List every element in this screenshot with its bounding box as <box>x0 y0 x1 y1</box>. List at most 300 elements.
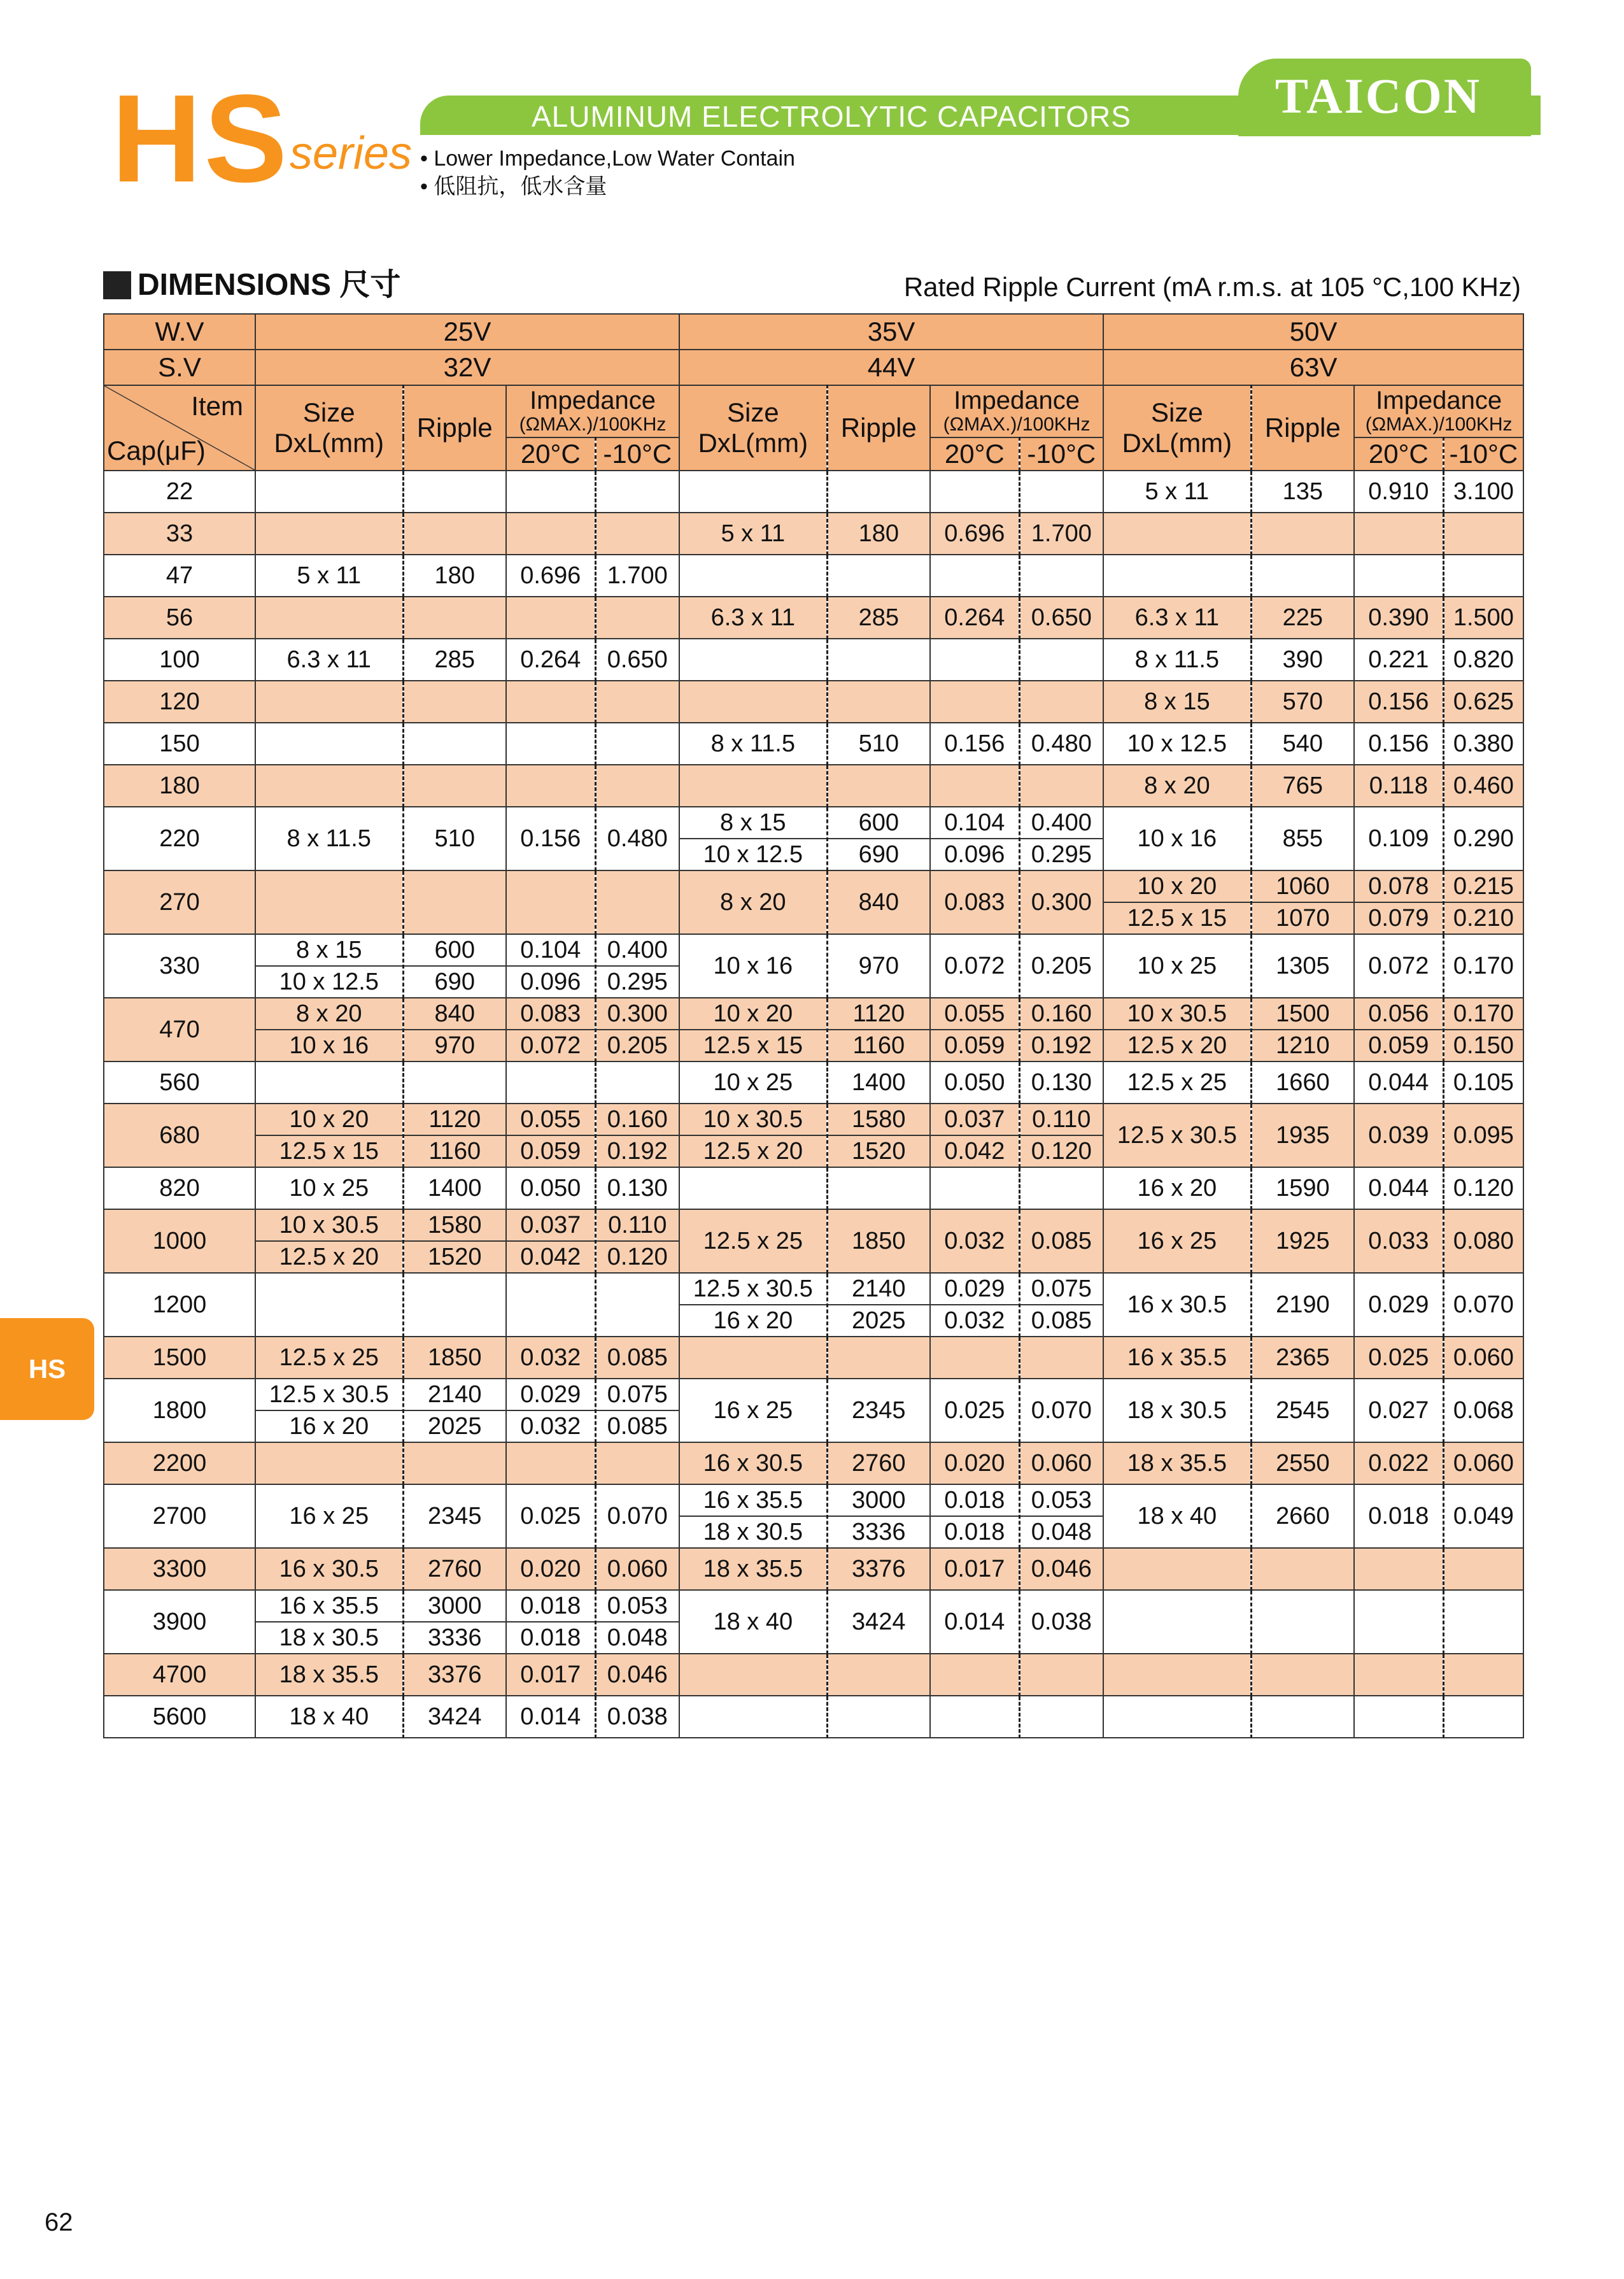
cap-value: 4700 <box>104 1654 255 1696</box>
ripple-cell <box>827 1654 930 1696</box>
size-cell <box>679 639 827 681</box>
size-cell: 18 x 35.5 <box>255 1654 403 1696</box>
zm10-value: 0.075 <box>607 1381 668 1408</box>
ripple-cell <box>827 1167 930 1209</box>
z20-value: 0.059 <box>507 1135 595 1167</box>
temp-m10-50: -10°C <box>1443 437 1523 471</box>
ripple-cell: 570 <box>1251 681 1354 723</box>
ripple-value: 1580 <box>427 1212 482 1239</box>
ripple-cell <box>403 723 506 765</box>
size-value: 8 x 15 <box>295 937 362 963</box>
ripple-cell <box>403 1209 506 1273</box>
size-cell <box>679 765 827 807</box>
size-cell <box>255 998 403 1061</box>
size-cell <box>1103 1696 1251 1738</box>
zm10-cell: 3.100 <box>1443 471 1523 513</box>
zm10-cell: 0.068 <box>1443 1379 1523 1442</box>
size-value: 16 x 35.5 <box>279 1593 379 1619</box>
ripple-value: 3000 <box>427 1593 482 1619</box>
ripple-cell <box>403 870 506 934</box>
z20-cell <box>930 1484 1019 1548</box>
z20-cell <box>506 723 595 765</box>
zm10-cell <box>1019 1167 1103 1209</box>
ripple-cell: 180 <box>403 555 506 597</box>
z20-cell: 0.033 <box>1354 1209 1443 1273</box>
z20-cell <box>506 681 595 723</box>
size-cell: 12.5 x 25 <box>679 1209 827 1273</box>
z20-cell <box>506 1273 595 1337</box>
ripple-cell: 1925 <box>1251 1209 1354 1273</box>
table-row <box>104 870 1523 934</box>
table-row <box>104 1061 1523 1104</box>
ripple-cell <box>1251 555 1354 597</box>
table-row <box>104 513 1523 555</box>
z20-cell <box>506 765 595 807</box>
ripple-header-35: Ripple <box>827 385 930 471</box>
z20-cell <box>506 597 595 639</box>
sv-63: 63V <box>1103 350 1523 385</box>
size-cell: 8 x 20 <box>1103 765 1251 807</box>
z20-cell: 0.022 <box>1354 1442 1443 1484</box>
size-cell: 5 x 11 <box>1103 471 1251 513</box>
zm10-value: 0.192 <box>1020 1029 1103 1061</box>
ripple-cell <box>827 1484 930 1548</box>
ripple-header-25: Ripple <box>403 385 506 471</box>
sv-label: S.V <box>104 350 255 385</box>
z20-cell <box>930 1104 1019 1167</box>
zm10-cell <box>1019 1654 1103 1696</box>
cap-value: 330 <box>104 934 255 998</box>
ripple-cell <box>403 597 506 639</box>
zm10-cell <box>1019 555 1103 597</box>
cap-value: 1000 <box>104 1209 255 1273</box>
size-value: 16 x 20 <box>680 1304 826 1336</box>
z20-cell: 0.029 <box>1354 1273 1443 1337</box>
size-value: 16 x 20 <box>256 1410 402 1442</box>
section-title-text: DIMENSIONS 尺寸 <box>138 268 401 302</box>
zm10-cell <box>595 1061 679 1104</box>
table-row <box>104 1442 1523 1484</box>
z20-cell <box>1354 1590 1443 1654</box>
size-cell: 16 x 35.5 <box>1103 1337 1251 1379</box>
ripple-cell <box>1251 1696 1354 1738</box>
zm10-cell: 0.130 <box>595 1167 679 1209</box>
cap-value: 3900 <box>104 1590 255 1654</box>
size-cell <box>255 765 403 807</box>
ripple-cell <box>403 765 506 807</box>
cap-value: 1200 <box>104 1273 255 1337</box>
size-cell <box>1103 998 1251 1061</box>
table-row <box>104 597 1523 639</box>
ripple-value: 1210 <box>1252 1029 1354 1061</box>
zm10-cell <box>1443 1590 1523 1654</box>
ripple-value: 1120 <box>852 1000 905 1027</box>
zm10-value: 0.400 <box>607 937 668 963</box>
zm10-cell <box>1443 1696 1523 1738</box>
z20-cell: 0.264 <box>506 639 595 681</box>
zm10-cell: 0.085 <box>1019 1209 1103 1273</box>
size-cell: 10 x 12.5 <box>1103 723 1251 765</box>
ripple-cell <box>1251 870 1354 934</box>
z20-value: 0.079 <box>1355 902 1443 934</box>
ripple-cell <box>1251 1548 1354 1590</box>
size-value: 12.5 x 20 <box>680 1135 826 1167</box>
size-cell <box>679 681 827 723</box>
wv-50: 50V <box>1103 314 1523 350</box>
table-row <box>104 1337 1523 1379</box>
zm10-cell: 1.700 <box>595 555 679 597</box>
size-value: 10 x 30.5 <box>1127 1000 1227 1027</box>
z20-cell: 0.083 <box>930 870 1019 934</box>
z20-cell <box>930 765 1019 807</box>
z20-cell: 0.017 <box>506 1654 595 1696</box>
ripple-cell <box>827 471 930 513</box>
size-cell: 16 x 25 <box>1103 1209 1251 1273</box>
z20-cell <box>1354 1696 1443 1738</box>
size-cell <box>679 1484 827 1548</box>
table-row <box>104 681 1523 723</box>
ripple-cell <box>1251 1590 1354 1654</box>
cap-value: 270 <box>104 870 255 934</box>
z20-cell: 0.118 <box>1354 765 1443 807</box>
z20-value: 0.029 <box>520 1381 581 1408</box>
ripple-value: 2140 <box>852 1275 906 1302</box>
size-cell <box>255 723 403 765</box>
z20-cell: 0.050 <box>506 1167 595 1209</box>
size-label: Size <box>302 397 355 427</box>
z20-cell: 0.156 <box>506 807 595 870</box>
ripple-value: 2140 <box>427 1381 482 1408</box>
z20-cell: 0.025 <box>930 1379 1019 1442</box>
z20-cell <box>506 1379 595 1442</box>
zm10-cell: 0.820 <box>1443 639 1523 681</box>
size-cell <box>1103 513 1251 555</box>
z20-cell <box>930 1167 1019 1209</box>
zm10-cell <box>1019 998 1103 1061</box>
size-cell <box>1103 555 1251 597</box>
z20-cell: 0.072 <box>1354 934 1443 998</box>
ripple-cell: 135 <box>1251 471 1354 513</box>
zm10-cell: 0.046 <box>595 1654 679 1696</box>
z20-cell <box>506 513 595 555</box>
zm10-cell: 0.625 <box>1443 681 1523 723</box>
ripple-value: 1160 <box>828 1029 930 1061</box>
zm10-value: 0.295 <box>1020 838 1103 870</box>
z20-cell: 0.025 <box>506 1484 595 1548</box>
size-value: 16 x 35.5 <box>703 1487 803 1514</box>
z20-value: 0.018 <box>931 1516 1019 1547</box>
ripple-cell <box>403 1104 506 1167</box>
cap-value: 56 <box>104 597 255 639</box>
ripple-cell: 510 <box>403 807 506 870</box>
size-cell: 16 x 30.5 <box>255 1548 403 1590</box>
z20-value: 0.104 <box>520 937 581 963</box>
size-cell: 18 x 30.5 <box>1103 1379 1251 1442</box>
size-cell: 8 x 20 <box>679 870 827 934</box>
ripple-cell <box>403 1379 506 1442</box>
side-tab-hs: HS <box>0 1318 94 1420</box>
zm10-value: 0.215 <box>1453 873 1514 900</box>
cap-value: 180 <box>104 765 255 807</box>
ripple-cell: 180 <box>827 513 930 555</box>
ripple-cell: 225 <box>1251 597 1354 639</box>
wv-label: W.V <box>104 314 255 350</box>
size-header-50 <box>1103 385 1251 471</box>
size-cell <box>679 1654 827 1696</box>
zm10-cell: 0.060 <box>1019 1442 1103 1484</box>
table-row <box>104 934 1523 998</box>
cap-value: 820 <box>104 1167 255 1209</box>
ripple-cell <box>827 555 930 597</box>
ripple-note: Rated Ripple Current (mA r.m.s. at 105 °C,100 KHz) <box>903 272 1521 302</box>
zm10-cell <box>1019 639 1103 681</box>
cap-value: 560 <box>104 1061 255 1104</box>
zm10-cell <box>1019 1273 1103 1337</box>
sv-32: 32V <box>255 350 679 385</box>
table-row <box>104 807 1523 870</box>
size-cell: 5 x 11 <box>679 513 827 555</box>
z20-cell: 0.696 <box>506 555 595 597</box>
ripple-cell: 2365 <box>1251 1337 1354 1379</box>
temp-m10-25: -10°C <box>595 437 679 471</box>
cap-value: 1500 <box>104 1337 255 1379</box>
size-value: 8 x 15 <box>720 809 786 836</box>
size-cell <box>255 1379 403 1442</box>
z20-value: 0.096 <box>931 838 1019 870</box>
size-cell: 16 x 25 <box>255 1484 403 1548</box>
z20-cell <box>506 870 595 934</box>
z20-cell: 0.696 <box>930 513 1019 555</box>
size-cell: 6.3 x 11 <box>255 639 403 681</box>
size-cell: 16 x 30.5 <box>679 1442 827 1484</box>
zm10-value: 0.120 <box>597 1240 679 1272</box>
ripple-cell: 2190 <box>1251 1273 1354 1337</box>
cap-value: 22 <box>104 471 255 513</box>
table-row <box>104 998 1523 1061</box>
size-cell: 8 x 11.5 <box>255 807 403 870</box>
size-value: 12.5 x 15 <box>1104 902 1250 934</box>
ripple-value: 1500 <box>1276 1000 1330 1027</box>
zm10-cell <box>595 597 679 639</box>
size-cell: 6.3 x 11 <box>1103 597 1251 639</box>
impedance-header-35 <box>930 385 1103 437</box>
zm10-cell <box>595 723 679 765</box>
z20-cell <box>1354 555 1443 597</box>
size-cell: 18 x 40 <box>679 1590 827 1654</box>
size-cell: 18 x 35.5 <box>679 1548 827 1590</box>
size-cell: 10 x 16 <box>1103 807 1251 870</box>
size-value: 18 x 30.5 <box>680 1516 826 1547</box>
z20-value: 0.096 <box>507 965 595 997</box>
z20-value: 0.032 <box>507 1410 595 1442</box>
table-row <box>104 1209 1523 1273</box>
ripple-value: 1060 <box>1276 873 1330 900</box>
zm10-cell: 0.460 <box>1443 765 1523 807</box>
zm10-cell: 0.046 <box>1019 1548 1103 1590</box>
z20-cell <box>1354 870 1443 934</box>
zm10-value: 0.192 <box>597 1135 679 1167</box>
ripple-value: 690 <box>404 965 506 997</box>
feature-line-2: • 低阻抗，低水含量 <box>420 174 607 199</box>
zm10-cell <box>595 765 679 807</box>
zm10-value: 0.400 <box>1031 809 1092 836</box>
z20-value: 0.042 <box>931 1135 1019 1167</box>
table-row <box>104 1548 1523 1590</box>
ripple-cell: 3424 <box>403 1696 506 1738</box>
z20-cell <box>930 555 1019 597</box>
size-cell <box>679 471 827 513</box>
zm10-cell: 0.085 <box>595 1337 679 1379</box>
table-row <box>104 765 1523 807</box>
ripple-cell: 1850 <box>403 1337 506 1379</box>
ripple-value: 1520 <box>828 1135 930 1167</box>
ripple-cell <box>827 1696 930 1738</box>
z20-value: 0.055 <box>520 1106 581 1133</box>
zm10-cell <box>1443 555 1523 597</box>
z20-cell: 0.020 <box>506 1548 595 1590</box>
zm10-cell: 0.105 <box>1443 1061 1523 1104</box>
table-row <box>104 1696 1523 1738</box>
zm10-value: 0.053 <box>607 1593 668 1619</box>
cap-value: 2200 <box>104 1442 255 1484</box>
ripple-cell <box>403 1273 506 1337</box>
z20-value: 0.032 <box>931 1304 1019 1336</box>
z20-cell <box>930 681 1019 723</box>
zm10-cell <box>595 513 679 555</box>
cap-value: 470 <box>104 998 255 1061</box>
ripple-cell <box>827 1104 930 1167</box>
size-header-25 <box>255 385 403 471</box>
size-cell <box>255 513 403 555</box>
zm10-cell: 0.080 <box>1443 1209 1523 1273</box>
series-word: series <box>290 128 413 179</box>
z20-cell: 0.156 <box>930 723 1019 765</box>
size-cell <box>255 1442 403 1484</box>
size-value: 10 x 20 <box>1137 873 1217 900</box>
z20-cell: 0.032 <box>506 1337 595 1379</box>
table-row <box>104 471 1523 513</box>
size-value: 12.5 x 15 <box>256 1135 402 1167</box>
zm10-cell: 0.038 <box>595 1696 679 1738</box>
size-unit: DxL(mm) <box>698 428 808 458</box>
ripple-cell <box>403 998 506 1061</box>
size-value: 12.5 x 20 <box>256 1240 402 1272</box>
ripple-cell: 2345 <box>403 1484 506 1548</box>
ripple-cell <box>827 1337 930 1379</box>
z20-cell <box>506 934 595 998</box>
size-value: 10 x 20 <box>713 1000 793 1027</box>
size-value: 12.5 x 20 <box>1104 1029 1250 1061</box>
size-cell: 10 x 16 <box>679 934 827 998</box>
impedance-header-50 <box>1354 385 1523 437</box>
ripple-value: 690 <box>828 838 930 870</box>
impedance-unit: (ΩMAX.)/100KHz <box>1365 414 1513 435</box>
wv-35: 35V <box>679 314 1103 350</box>
zm10-cell: 1.700 <box>1019 513 1103 555</box>
size-cell <box>255 1104 403 1167</box>
zm10-cell: 0.480 <box>595 807 679 870</box>
size-cell <box>255 597 403 639</box>
z20-cell: 0.156 <box>1354 723 1443 765</box>
ripple-cell: 765 <box>1251 765 1354 807</box>
ripple-cell <box>403 1061 506 1104</box>
feature-line-1: • Lower Impedance,Low Water Contain <box>420 146 795 171</box>
ripple-value: 1120 <box>428 1106 481 1133</box>
z20-cell <box>1354 998 1443 1061</box>
z20-value: 0.059 <box>931 1029 1019 1061</box>
z20-cell <box>1354 1654 1443 1696</box>
ripple-value: 3336 <box>404 1621 506 1653</box>
zm10-cell <box>595 1590 679 1654</box>
zm10-value: 0.160 <box>1031 1000 1092 1027</box>
cap-value: 5600 <box>104 1696 255 1738</box>
wv-row <box>104 314 1523 350</box>
z20-cell: 0.025 <box>1354 1337 1443 1379</box>
z20-value: 0.059 <box>1355 1029 1443 1061</box>
size-value: 12.5 x 15 <box>680 1029 826 1061</box>
ripple-cell: 510 <box>827 723 930 765</box>
size-value: 10 x 16 <box>256 1029 402 1061</box>
size-cell: 12.5 x 25 <box>255 1337 403 1379</box>
zm10-value: 0.085 <box>1020 1304 1103 1336</box>
ripple-cell <box>827 1273 930 1337</box>
z20-cell: 0.017 <box>930 1548 1019 1590</box>
size-cell <box>255 471 403 513</box>
size-cell: 12.5 x 25 <box>1103 1061 1251 1104</box>
ripple-cell <box>827 998 930 1061</box>
table-row <box>104 1104 1523 1167</box>
size-header-35 <box>679 385 827 471</box>
zm10-cell <box>1443 513 1523 555</box>
zm10-cell <box>595 1104 679 1167</box>
ripple-cell <box>1251 1654 1354 1696</box>
cap-value: 100 <box>104 639 255 681</box>
z20-cell <box>506 1104 595 1167</box>
zm10-cell: 1.500 <box>1443 597 1523 639</box>
ripple-cell <box>403 513 506 555</box>
ripple-cell: 1850 <box>827 1209 930 1273</box>
size-cell <box>679 1696 827 1738</box>
size-cell: 6.3 x 11 <box>679 597 827 639</box>
size-unit: DxL(mm) <box>1122 428 1232 458</box>
zm10-cell: 0.070 <box>1443 1273 1523 1337</box>
size-cell: 18 x 40 <box>1103 1484 1251 1548</box>
cap-label: Cap(μF) <box>107 436 206 465</box>
table-row <box>104 1590 1523 1654</box>
cap-value: 150 <box>104 723 255 765</box>
ripple-value: 3336 <box>828 1516 930 1547</box>
sv-44: 44V <box>679 350 1103 385</box>
z20-cell <box>506 1209 595 1273</box>
ripple-cell <box>827 807 930 870</box>
zm10-cell: 0.060 <box>595 1548 679 1590</box>
size-cell <box>679 1104 827 1167</box>
size-cell <box>679 1337 827 1379</box>
ripple-cell <box>403 681 506 723</box>
size-cell <box>1103 1590 1251 1654</box>
zm10-cell: 0.650 <box>1019 597 1103 639</box>
item-label: Item <box>191 391 243 421</box>
ripple-cell: 1305 <box>1251 934 1354 998</box>
z20-cell: 0.032 <box>930 1209 1019 1273</box>
table-row <box>104 555 1523 597</box>
ripple-cell <box>1251 513 1354 555</box>
table-row <box>104 1167 1523 1209</box>
zm10-cell <box>1019 1696 1103 1738</box>
zm10-cell <box>595 471 679 513</box>
zm10-value: 0.170 <box>1453 1000 1514 1027</box>
impedance-unit: (ΩMAX.)/100KHz <box>519 414 667 435</box>
